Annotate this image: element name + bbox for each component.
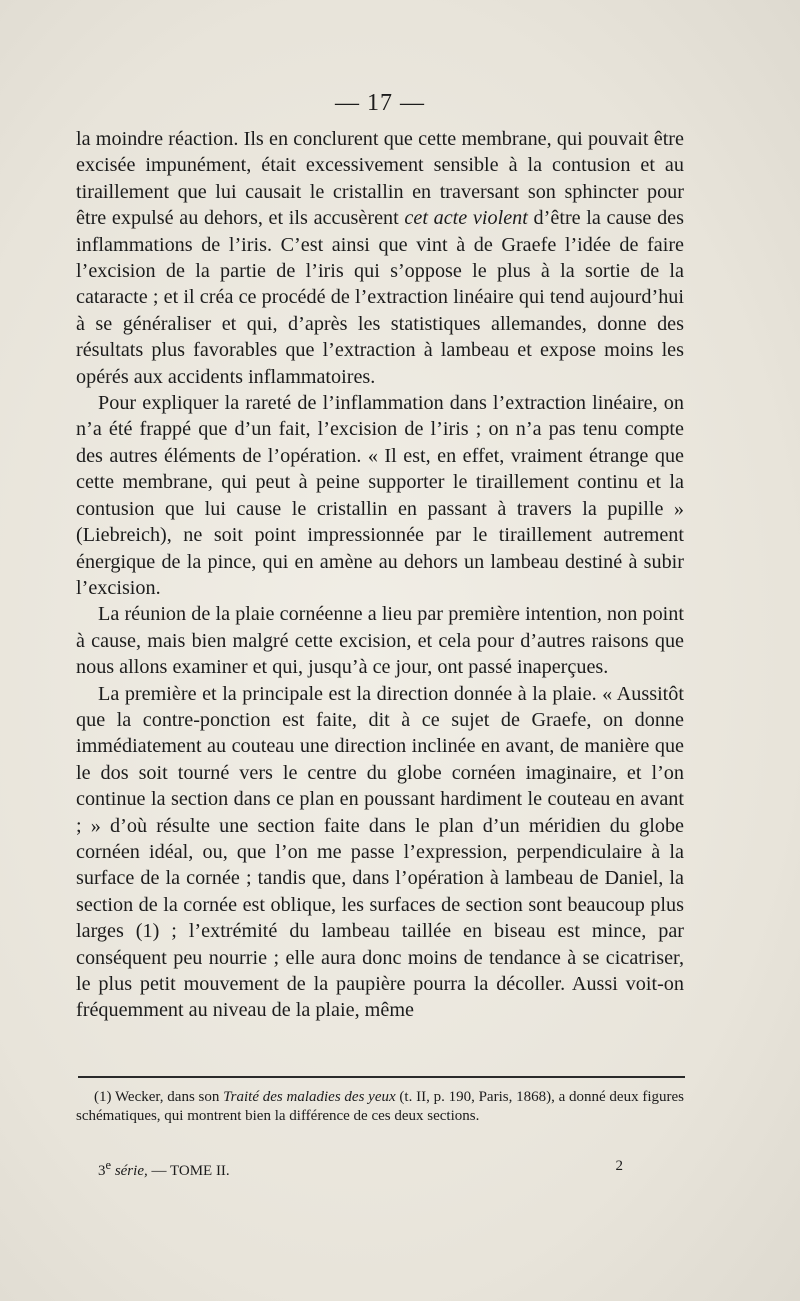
footnote: (1) Wecker, dans son Traité des maladies des yeux (t. II, p. 190, Paris, 1868), a donné deux figures schématiques, qui montrent bien la différence de ces deux sections. <box>76 1089 684 1124</box>
paragraph: La réunion de la plaie cornéenne a lieu par première intention, non point à cause, mais bien malgré cette excision, et cela pour d’autres raisons que nous allons examiner et qui, jusqu’à ce jour, ont passé inaperçues. <box>76 603 684 679</box>
paragraph: la moindre réaction. Ils en conclurent que cette membrane, qui pouvait être excisée impunément, était excessivement sensible à la contusion et au tiraillement que lui causait le cristallin en traversant son sphincter pour être expulsé au dehors, et ils accusèrent cet acte violent d’être la cause des inflammations de l’iris. C’est ainsi que vint à de Graefe l’idée de faire l’excision de la partie de l’iris qui s’oppose le plus à la sortie de la cataracte ; et il créa ce procédé de l’extraction linéaire qui tend aujourd’hui à se généraliser et qui, d’après les statistiques allemandes, donne des résultats plus favorables que l’extraction à lambeau et expose moins les opérés aux accidents inflammatoires. <box>76 128 684 388</box>
series-number: 3 <box>98 1163 106 1179</box>
footnote-divider <box>78 1076 685 1078</box>
series-suffix: e <box>105 1158 112 1172</box>
page-number: — 17 — <box>335 90 425 116</box>
emphasis: cet acte violent <box>404 207 528 230</box>
paragraph: Pour expliquer la rareté de l’inflammation dans l’extraction linéaire, on n’a été frappé que d’un fait, l’excision de l’iris ; on n’a pas tenu compte des autres éléments de l’opération. « Il est, en effet, vraiment étrange que cette membrane, qui peut à peine supporter le tiraillement continu et la contusion que lui cause le cristallin en passant à travers la pupille » (Liebreich), ne soit point impressionnée par le tiraillement autrement énergique de la pince, qui en amène au dehors un lambeau destiné à subir l’excision. <box>76 392 684 599</box>
main-text <box>76 126 684 1024</box>
printer-signature <box>98 1158 623 1180</box>
paragraph: La première et la principale est la direction donnée à la plaie. « Aussitôt que la contre-ponction est faite, dit à ce sujet de Graefe, on donne immédiatement au couteau une direction inclinée en avant, de manière que le dos soit tourné vers le centre du globe cornéen imaginaire, et l’on continue la section dans ce plan en poussant hardiment le couteau en avant ; » d’où résulte une section faite dans le plan d’un méridien du globe cornéen idéal, ou, que l’on me passe l’expression, perpendiculaire à la surface de la cornée ; tandis que, dans l’opération à lambeau de Daniel, la section de la cornée est oblique, les surfaces de section sont beaucoup plus larges (1) ; l’extrémité du lambeau taillée en biseau est mince, par conséquent peu nourrie ; elle aura donc moins de tendance à se cicatriser, le plus petit mouvement de la paupière pourra la décoller. Aussi voit-on fréquemment au niveau de la plaie, même <box>76 682 684 1022</box>
tome-label: — TOME II. <box>151 1163 230 1179</box>
series-word: série, <box>114 1163 148 1179</box>
book-title: Traité des maladies des yeux <box>223 1089 396 1105</box>
sheet-number: 2 <box>615 1158 623 1174</box>
